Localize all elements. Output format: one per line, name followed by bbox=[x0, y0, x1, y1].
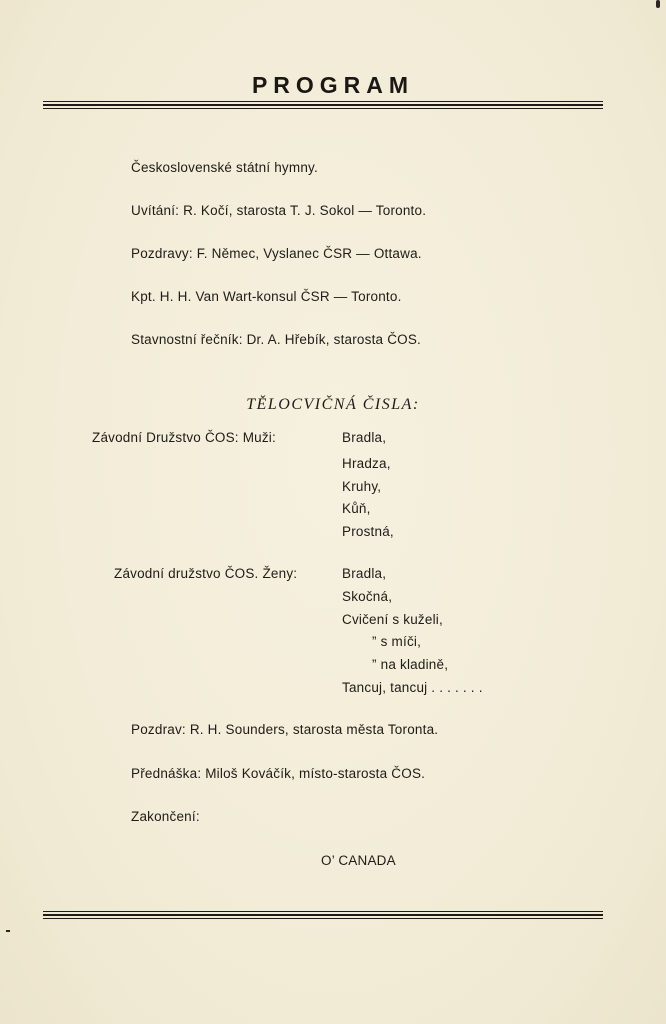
men-event: Kruhy, bbox=[342, 479, 382, 494]
anthem-o-canada: O’ CANADA bbox=[321, 853, 396, 868]
men-event: Hradza, bbox=[342, 456, 391, 471]
women-event: ” na kladině, bbox=[372, 657, 449, 672]
ink-speck bbox=[6, 930, 10, 932]
men-event: Bradla, bbox=[342, 430, 387, 445]
item-speaker: Stavnostní řečník: Dr. A. Hřebík, starosta ČOS. bbox=[131, 332, 422, 347]
top-divider bbox=[43, 101, 603, 109]
men-event: Kůň, bbox=[342, 501, 371, 516]
item-anthems: Československé státní hymny. bbox=[131, 160, 318, 175]
women-event: Bradla, bbox=[342, 566, 387, 581]
item-lecture: Přednáška: Miloš Kováčík, místo-starosta ČOS. bbox=[131, 766, 426, 781]
men-team-label: Závodní Družstvo ČOS: Muži: bbox=[92, 430, 276, 445]
ink-speck bbox=[656, 0, 660, 8]
item-welcome: Uvítání: R. Kočí, starosta T. J. Sokol — Toronto. bbox=[131, 203, 427, 218]
item-mayor-greeting: Pozdrav: R. H. Sounders, starosta města Toronta. bbox=[131, 722, 439, 737]
men-event: Prostná, bbox=[342, 524, 394, 539]
section-heading: TĚLOCVIČNÁ ČISLA: bbox=[246, 396, 420, 413]
women-event: Skočná, bbox=[342, 589, 393, 604]
women-team-label: Závodní družstvo ČOS. Ženy: bbox=[114, 566, 298, 581]
bottom-divider bbox=[43, 911, 603, 919]
item-greetings: Pozdravy: F. Němec, Vyslanec ČSR — Ottawa. bbox=[131, 246, 422, 261]
women-event: Tancuj, tancuj . . . . . . . bbox=[342, 680, 483, 695]
page-title: PROGRAM bbox=[251, 72, 415, 98]
women-event: ” s míči, bbox=[372, 634, 422, 649]
women-event: Cvičení s kuželi, bbox=[342, 612, 443, 627]
item-closing: Zakončení: bbox=[131, 809, 200, 824]
item-consul: Kpt. H. H. Van Wart-konsul ČSR — Toronto. bbox=[131, 289, 402, 304]
